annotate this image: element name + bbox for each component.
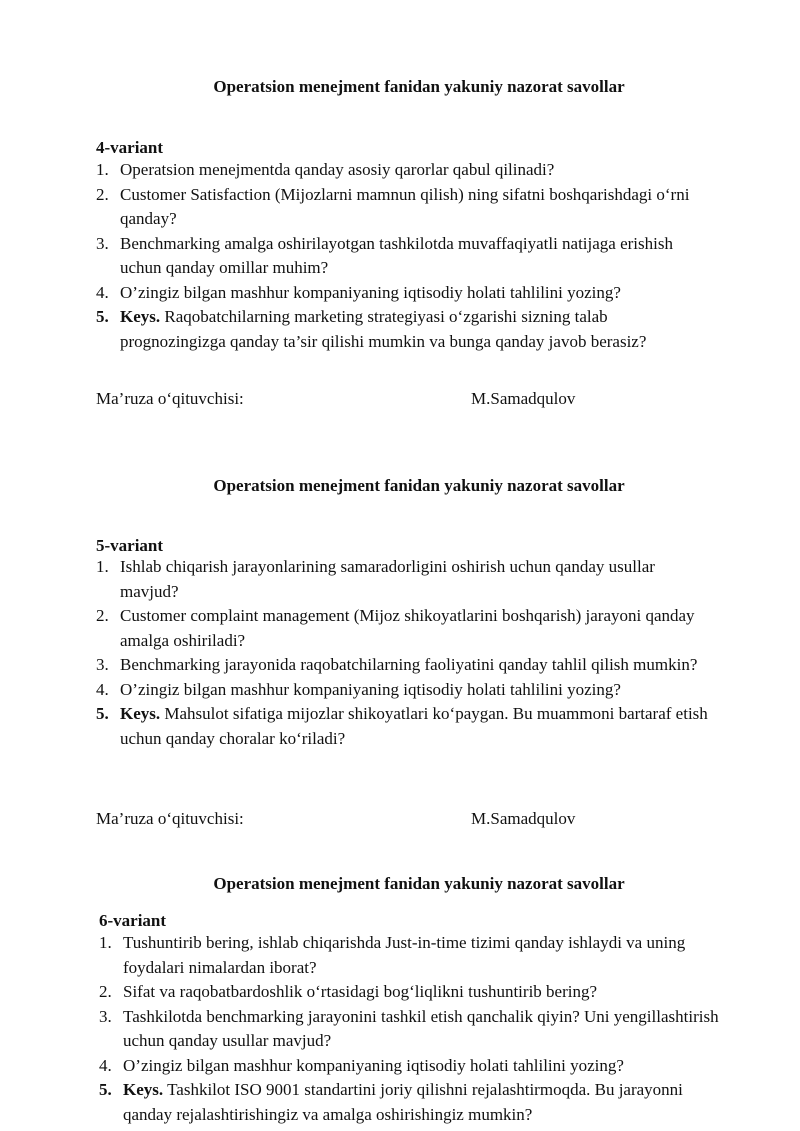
question-number: 4.: [96, 282, 109, 302]
question-text: Ishlab chiqarish jarayonlarining samaradorligini oshirish uchun qanday usullar mavjud?: [120, 557, 655, 601]
case-question-item: [96, 305, 716, 354]
question-text: Operatsion menejmentda qanday asosiy qarorlar qabul qilinadi?: [120, 160, 555, 179]
question-item: [99, 931, 719, 980]
question-item: [96, 183, 716, 232]
question-item: [96, 653, 716, 678]
question-number: 1.: [99, 933, 112, 952]
question-text: Benchmarking jarayonida raqobatchilarning faoliyatini qanday tahlil qilish mumkin?: [120, 655, 698, 674]
question-number: 2.: [96, 184, 109, 204]
question-text: Customer complaint management (Mijoz shikoyatlarini boshqarish) jarayoni qanday amalga oshiriladi?: [120, 606, 695, 650]
case-label: Keys.: [120, 704, 161, 723]
question-number: 5.: [99, 1080, 112, 1099]
section-title: Operatsion menejment fanidan yakuniy nazorat savollar: [213, 476, 625, 495]
case-label: Keys.: [120, 307, 161, 326]
question-item: [96, 604, 716, 653]
question-text: Tushuntirib bering, ishlab chiqarishda Just-in-time tizimi qanday ishlaydi va uning foydalari nimalardan iborat?: [123, 933, 686, 977]
question-number: 3.: [96, 233, 109, 253]
question-number: 1.: [96, 557, 109, 576]
question-number: 1.: [96, 160, 109, 179]
question-number: 4.: [96, 679, 109, 699]
question-text: Customer Satisfaction (Mijozlarni mamnun qilish) ning sifatni boshqarishdagi o‘rni qanday?: [120, 184, 690, 228]
variant-heading: 4-variant: [96, 138, 164, 157]
variant-heading: 6-variant: [99, 911, 167, 930]
question-list: [99, 931, 719, 1127]
question-text: Raqobatchilarning marketing strategiyasi o‘zgarishi sizning talab prognozingizga qanday ta’sir qilishi mumkin va bunga qanday javob berasiz?: [120, 307, 647, 351]
question-number: 4.: [99, 1055, 112, 1075]
question-item: [96, 158, 716, 183]
question-text: Tashkilotda benchmarking jarayonini tashkil etish qanchalik qiyin? Uni yengillashtirish uchun qanday usullar mavjud?: [123, 1006, 719, 1050]
question-item: [99, 1054, 719, 1079]
lecturer-name: M.Samadqulov: [471, 389, 576, 408]
question-item: [96, 678, 716, 703]
question-item: [96, 281, 716, 306]
question-number: 2.: [99, 982, 112, 1001]
case-label: Keys.: [123, 1080, 164, 1099]
question-text: O’zingiz bilgan mashhur kompaniyaning iqtisodiy holati tahlilini yozing?: [123, 1055, 624, 1075]
case-question-item: [99, 1078, 719, 1127]
question-item: [99, 1005, 719, 1054]
lecturer-name: M.Samadqulov: [471, 809, 576, 828]
question-number: 3.: [99, 1006, 112, 1026]
lecturer-label: Ma’ruza o‘qituvchisi:: [96, 809, 244, 828]
question-text: Mahsulot sifatiga mijozlar shikoyatlari ko‘paygan. Bu muammoni bartaraf etish uchun qanday choralar ko‘riladi?: [120, 704, 708, 748]
question-list: [96, 555, 716, 751]
question-number: 5.: [96, 307, 109, 326]
question-text: O’zingiz bilgan mashhur kompaniyaning iqtisodiy holati tahlilini yozing?: [120, 282, 621, 302]
question-text: Tashkilot ISO 9001 standartini joriy qilishni rejalashtirmoqda. Bu jarayonni qanday rejalashtirishingiz va amalga oshirishingiz mumkin?: [123, 1080, 683, 1124]
section-title: Operatsion menejment fanidan yakuniy nazorat savollar: [213, 77, 625, 96]
question-item: [96, 555, 716, 604]
question-item: [99, 980, 719, 1005]
question-text: Sifat va raqobatbardoshlik o‘rtasidagi bog‘liqlikni tushuntirib bering?: [123, 982, 598, 1001]
question-list: [96, 158, 716, 354]
question-text: O’zingiz bilgan mashhur kompaniyaning iqtisodiy holati tahlilini yozing?: [120, 679, 621, 699]
question-number: 5.: [96, 704, 109, 723]
question-item: [96, 232, 716, 281]
section-title: Operatsion menejment fanidan yakuniy nazorat savollar: [213, 874, 625, 893]
case-question-item: [96, 702, 716, 751]
lecturer-label: Ma’ruza o‘qituvchisi:: [96, 389, 244, 408]
question-number: 2.: [96, 606, 109, 625]
question-text: Benchmarking amalga oshirilayotgan tashkilotda muvaffaqiyatli natijaga erishish uchun qanday omillar muhim?: [120, 233, 673, 277]
question-number: 3.: [96, 655, 109, 674]
variant-heading: 5-variant: [96, 536, 164, 555]
